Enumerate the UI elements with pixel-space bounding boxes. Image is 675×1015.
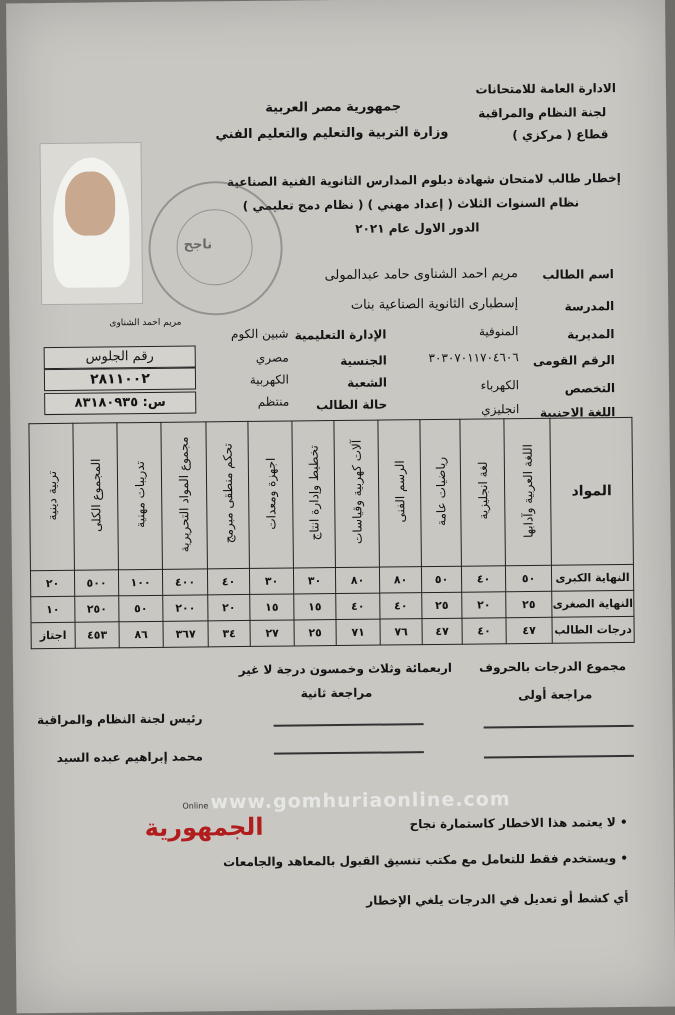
- grade-cell: ٣٠: [249, 568, 293, 594]
- grade-cell: ٤٠: [462, 618, 506, 644]
- footer-note1: • لا يعتمد هذا الاخطار كاستمارة نجاح: [409, 814, 628, 832]
- specialization-label: التخصص: [564, 381, 616, 396]
- gomhuria-logo: الجمهورية: [144, 812, 264, 843]
- grade-cell: ٤٧: [506, 617, 552, 643]
- chair-label: رئيس لجنة النظام والمراقبة: [37, 711, 203, 728]
- grade-cell: ٤٧: [422, 618, 462, 644]
- grade-cell: ٤٥٣: [75, 622, 119, 648]
- grade-cell: ٢٥: [294, 620, 336, 646]
- grade-cell: ٤٠: [461, 566, 505, 592]
- grade-cell: ٥٠: [119, 595, 163, 621]
- row-label: النهاية الصغرى: [552, 590, 634, 617]
- website-watermark: www.gomhuriaonline.com: [210, 788, 511, 814]
- grade-cell: ٤٠: [207, 568, 249, 594]
- student-name: مريم احمد الشناوى حامد عبدالمولى: [324, 266, 518, 284]
- grade-cell: ٢٠: [30, 570, 74, 596]
- notice-line1: إخطار طالب لامتحان شهادة دبلوم المدارس الثانوية الفنية الصناعية: [226, 171, 621, 190]
- second-review-signature-2: [274, 751, 424, 755]
- grade-cell: ٢٥٠: [75, 596, 119, 622]
- grade-cell: ١٥: [250, 594, 294, 620]
- subject-header-cell: لغة انجليزية: [460, 419, 506, 566]
- grade-cell: ٨٠: [335, 567, 379, 593]
- grade-cell: ٣٤: [208, 620, 250, 646]
- row-label: النهاية الكبرى: [551, 564, 633, 591]
- grade-cell: ٢٠٠: [163, 595, 208, 621]
- subject-header-cell: تخطيط وإدارة انتاج: [292, 421, 336, 568]
- table-row-student: [31, 616, 634, 648]
- row-label: درجات الطالب: [552, 616, 634, 643]
- subject-header-cell: آلات كهربية وقياسات: [334, 420, 380, 567]
- grade-cell: ٢٠: [462, 592, 506, 618]
- subjects-header: المواد: [550, 417, 634, 565]
- face-shape: [65, 171, 116, 236]
- seat-code: س: ٨٣١٨٠٩٣٥: [44, 391, 196, 415]
- student-photo: [39, 142, 143, 305]
- grade-cell: ١٥: [294, 594, 336, 620]
- subject-header-cell: رياضيات عامة: [420, 419, 462, 566]
- status-value: منتظم: [257, 394, 290, 409]
- specialization-value: الكهرباء: [480, 378, 520, 393]
- grade-cell: ٣٦٧: [163, 621, 208, 647]
- nationality-value: مصري: [255, 350, 289, 365]
- name-label: اسم الطالب: [542, 267, 614, 282]
- school-value: إسطبارى الثانوية الصناعية بنات: [350, 296, 519, 313]
- nationality-label: الجنسية: [340, 353, 387, 368]
- subject-header-cell: تربية دينية: [29, 423, 75, 570]
- grade-cell: ٤٠٠: [162, 569, 207, 595]
- grade-cell: ٤٠: [336, 593, 380, 619]
- grade-cell: ٧١: [336, 619, 380, 645]
- subject-header-cell: اجهزة ومعدات: [248, 421, 294, 568]
- grade-cell: ١٠: [31, 596, 75, 622]
- notice-line2: نظام السنوات الثلاث ( إعداد مهني ) ( نظام دمج تعليمي ): [242, 195, 580, 213]
- subject-header-cell: اللغة العربية وآدابها: [504, 418, 552, 565]
- stamp-text: ناجح: [183, 237, 213, 253]
- second-review-signature-1: [274, 723, 424, 727]
- logo-online-label: Online: [182, 801, 209, 811]
- grade-cell: ٣٠: [293, 568, 335, 594]
- footer-note3: أي كشط أو تعديل في الدرجات يلغي الإخطار: [366, 890, 629, 908]
- footer-note2: • ويستخدم فقط للتعامل مع مكتب تنسيق القبول بالمعاهد والجامعات: [223, 850, 629, 870]
- second-review-label: مراجعة ثانية: [300, 685, 373, 701]
- photo-caption: مريم احمد الشناوى: [109, 317, 182, 329]
- national-id-value: ٣٠٣٠٧٠١١٧٠٤٦٠٦: [428, 350, 519, 366]
- division-value: الكهربية: [249, 372, 290, 387]
- admin-value: شبين الكوم: [230, 326, 289, 342]
- authority-line3: قطاع ( مركزي ): [512, 127, 609, 143]
- governorate-label: المديرية: [567, 327, 615, 342]
- grade-cell: اجتاز: [31, 622, 75, 648]
- admin-label: الإدارة التعليمية: [294, 327, 387, 343]
- grade-cell: ٥٠: [421, 566, 461, 592]
- chair-name: محمد إبراهيم عبده السيد: [56, 749, 203, 765]
- subject-header-cell: تدريبات مهنية: [117, 422, 163, 569]
- national-id-label: الرقم القومى: [532, 353, 615, 368]
- status-label: حالة الطالب: [316, 397, 388, 413]
- ministry-title: وزارة التربية والتعليم والتعليم الفني: [215, 124, 449, 143]
- seat-label: رقم الجلوس: [44, 345, 196, 369]
- grade-cell: ٨٦: [119, 621, 163, 647]
- grade-cell: ٨٠: [379, 567, 421, 593]
- language-label: اللغة الاجنبية: [539, 405, 616, 420]
- total-words-label: مجموع الدرجات بالحروف: [479, 658, 627, 675]
- grade-cell: ٢٥: [422, 592, 462, 618]
- governorate-value: المنوفية: [478, 324, 519, 339]
- notice-line3: الدور الاول عام ٢٠٢١: [355, 220, 480, 236]
- certificate-paper: [6, 0, 675, 1013]
- total-words-value: اربعمائة وثلاث وخمسون درجة لا غير: [238, 660, 453, 678]
- language-value: انجليزي: [481, 402, 520, 417]
- subject-header-cell: مجموع المواد التحريرية: [161, 422, 208, 569]
- grade-cell: ٢٥: [506, 591, 552, 617]
- authority-line1: الادارة العامة للامتحانات: [475, 81, 617, 97]
- grade-cell: ٧٦: [380, 619, 422, 645]
- country-title: جمهورية مصر العربية: [265, 99, 402, 116]
- grade-cell: ٥٠٠: [74, 570, 118, 596]
- subject-header-cell: المجموع الكلى: [73, 423, 119, 570]
- first-review-signature-1: [484, 725, 634, 729]
- first-review-signature-2: [484, 755, 634, 759]
- seat-number: ٢٨١١٠٠٢: [44, 367, 196, 391]
- first-review-label: مراجعة أولى: [518, 687, 593, 703]
- grade-cell: ٤٠: [380, 593, 422, 619]
- school-label: المدرسة: [564, 299, 615, 314]
- grade-cell: ٢٧: [250, 620, 294, 646]
- grade-cell: ٥٠: [505, 565, 551, 591]
- division-label: الشعبة: [347, 375, 388, 390]
- subject-header-cell: الرسم الفنى: [378, 420, 422, 567]
- authority-line2: لجنة النظام والمراقبة: [478, 105, 607, 121]
- grades-table: [28, 417, 634, 649]
- subject-header-cell: تحكم منطقى مبرمج: [206, 421, 250, 568]
- grade-cell: ٢٠: [208, 594, 250, 620]
- grade-cell: ١٠٠: [118, 569, 162, 595]
- subjects-header-row: [29, 417, 634, 570]
